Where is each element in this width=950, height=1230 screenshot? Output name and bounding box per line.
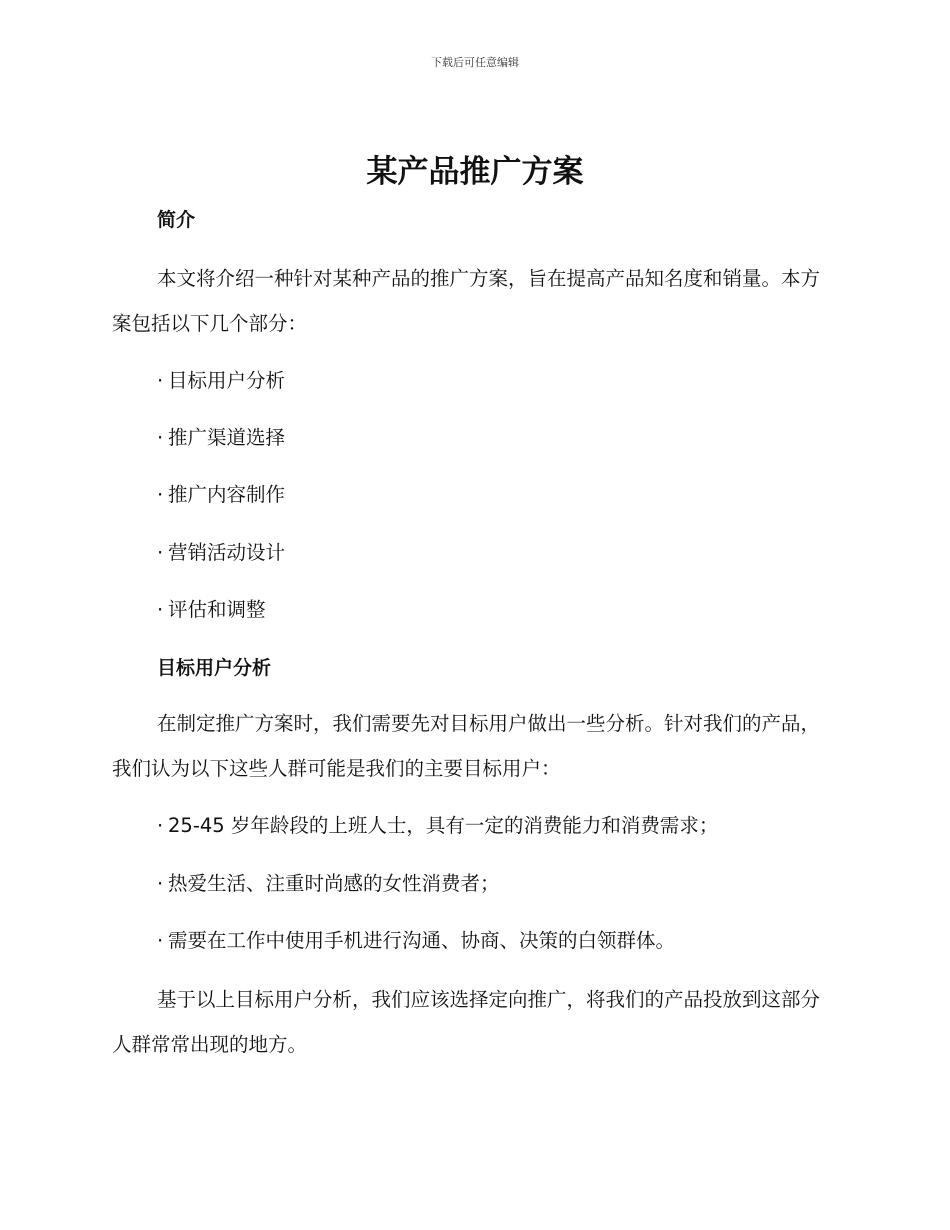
document-title: 某产品推广方案 — [366, 154, 584, 190]
list-item — [157, 927, 675, 955]
list-item — [157, 424, 285, 452]
bullet-marker: · — [157, 598, 164, 621]
page-header: 下载后可任意编辑 — [431, 56, 519, 69]
bullet-marker: · — [157, 872, 164, 895]
list-item-text: 评估和调整 — [168, 598, 266, 621]
list-item — [157, 870, 500, 898]
list-item — [157, 812, 718, 840]
conclusion-paragraph: 基于以上目标用户分析，我们应该选择定向推广，将我们的产品投放到这部分人群常常出现的地方。 — [112, 988, 821, 1056]
bullet-marker: · — [157, 814, 164, 837]
bullet-marker: · — [157, 369, 164, 392]
list-item — [157, 596, 266, 624]
bullet-marker: · — [157, 426, 164, 449]
list-item-text: 推广内容制作 — [168, 483, 286, 506]
section-heading-target-users: 目标用户分析 — [157, 657, 272, 679]
bullet-marker: · — [157, 541, 164, 564]
list-item-text: 热爱生活、注重时尚感的女性消费者； — [168, 872, 500, 895]
list-item-text: 需要在工作中使用手机进行沟通、协商、决策的白领群体。 — [168, 929, 676, 952]
bullet-marker: · — [157, 929, 164, 952]
list-item — [157, 539, 285, 567]
intro-paragraph: 本文将介绍一种针对某种产品的推广方案，旨在提高产品知名度和销量。本方案包括以下几个部分： — [112, 267, 821, 335]
list-item — [157, 367, 285, 395]
list-item-text: 目标用户分析 — [168, 369, 286, 392]
target-users-paragraph: 在制定推广方案时，我们需要先对目标用户做出一些分析。针对我们的产品，我们认为以下这些人群可能是我们的主要目标用户： — [112, 712, 821, 780]
section-heading-intro: 简介 — [157, 209, 196, 231]
bullet-marker: · — [157, 483, 164, 506]
list-item-text: 营销活动设计 — [168, 541, 286, 564]
list-item — [157, 481, 285, 509]
list-item-text: 推广渠道选择 — [168, 426, 286, 449]
list-item-text: 25-45 岁年龄段的上班人士，具有一定的消费能力和消费需求； — [168, 814, 719, 837]
